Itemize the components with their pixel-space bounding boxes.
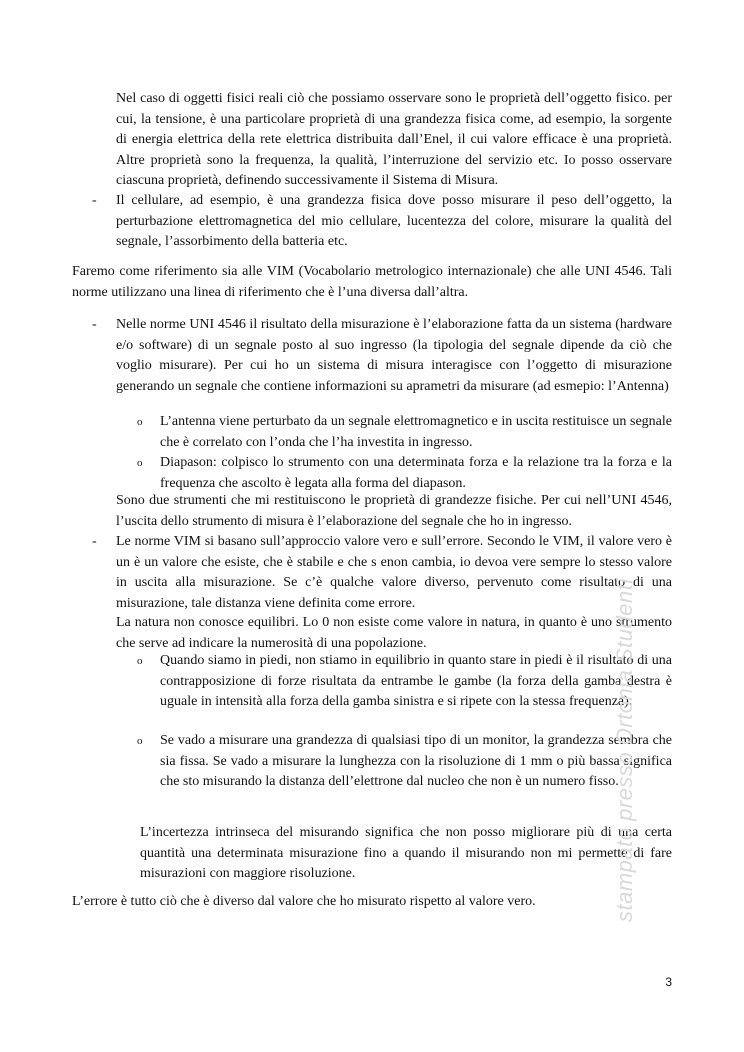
paragraph-norme-vim: [116, 532, 672, 614]
paragraph-text: Faremo come riferimento sia alle VIM (Vocabolario metrologico internazionale) che alle UNI 4546. Tali norme utilizzano una linea di riferimento che è l’una diversa dall’altra.: [72, 264, 672, 300]
paragraph-text: L’errore è tutto ciò che è diverso dal valore che ho misurato rispetto al valore vero.: [72, 894, 536, 909]
paragraph-text: Nel caso di oggetti fisici reali ciò che possiamo osservare sono le proprietà dell’oggetto fisico. per cui, la tensione, è una particolare proprietà di una grandezza fisica come, ad esempio, la sorgente di energia elettrica della rete elettrica distribuita dall’Enel, il cui valore efficace è una proprietà. Altre proprietà sono la frequenza, la qualità, l’interruzione del servizio etc. Io posso osservare ciascuna proprietà, definendo successivamente il Sistema di Misura.: [116, 91, 672, 188]
list-circle-marker: o: [137, 416, 143, 428]
paragraph-incertezza: [140, 823, 672, 885]
paragraph-uni-4546: [116, 315, 672, 397]
paragraph-due-strumenti: [116, 491, 672, 532]
page-number: 3: [665, 975, 672, 989]
watermark: stampato presso Ortonia Studenti: [612, 578, 637, 922]
paragraph-text: L’incertezza intrinseca del misurando significa che non posso migliorare più di una certa quantità una determinata misurazione fino a quando il misurando non mi permette di fare misurazioni con maggiore risoluzione.: [140, 825, 672, 881]
paragraph-cellulare: [116, 191, 672, 253]
list-circle-marker: o: [137, 655, 143, 667]
paragraph-riferimento-norme: [72, 262, 672, 303]
paragraph-text: Le norme VIM si basano sull’approccio valore vero e sull’errore. Secondo le VIM, il valore vero è un è un valore che esiste, che è stabile e che s enon cambia, io devoa vere sempre lo stesso valore in uscita alla misurazione. Se c’è qualche valore diverso, pervenuto come risultato di una misurazione, tale distanza viene definita come errore.: [116, 534, 672, 611]
paragraph-in-piedi: [160, 651, 672, 713]
paragraph-text: L’antenna viene perturbato da un segnale elettromagnetico e in uscita restituisce un segnale che è correlato con l’onda che l’ha investita in ingresso.: [160, 414, 672, 450]
paragraph-text: Quando siamo in piedi, non stiamo in equilibrio in quanto stare in piedi è il risultato di una contrapposizione di forze risultata da entrambe le gambe (la forza della gamba destra è uguale in intensità alla forza della gamba sinistra e si ripete con la stessa frequenza).: [160, 653, 672, 709]
paragraph-diapason: [160, 453, 672, 494]
paragraph-text: La natura non conosce equilibri. Lo 0 non esiste come valore in natura, in quanto è uno strumento che serve ad indicare la numerosità di una popolazione.: [116, 615, 672, 651]
paragraph-text: Sono due strumenti che mi restituiscono le proprietà di grandezze fisiche. Per cui nell’UNI 4546, l’uscita dello strumento di misura è l’elaborazione del segnale che ho in ingresso.: [116, 493, 672, 529]
paragraph-natura-equilibri: [116, 613, 672, 654]
paragraph-antenna: [160, 412, 672, 453]
list-dash-marker: -: [92, 193, 97, 208]
paragraph-text: Nelle norme UNI 4546 il risultato della misurazione è l’elaborazione fatta da un sistema (hardware e/o software) di un segnale posto al suo ingresso (la tipologia del segnale dipende da ciò che voglio misurare). Per cui ho un sistema di misura interagisce con l’oggetto di misurazione generando un segnale che contiene informazioni su aprametri da misurare (ad esmepio: l’Antenna): [116, 317, 672, 394]
paragraph-text: Il cellulare, ad esempio, è una grandezza fisica dove posso misurare il peso dell’oggetto, la perturbazione elettromagnetica del mio cellulare, lucentezza del colore, misurare la qualità del segnale, l’assorbimento della batteria etc.: [116, 193, 672, 249]
paragraph-reale-oggetti: [116, 89, 672, 192]
list-dash-marker: -: [92, 317, 97, 332]
list-circle-marker: o: [137, 457, 143, 469]
paragraph-text: Diapason: colpisco lo strumento con una determinata forza e la relazione tra la forza e la frequenza che ascolto è legata alla forma del diapason.: [160, 455, 672, 491]
paragraph-monitor: [160, 731, 672, 793]
paragraph-text: Se vado a misurare una grandezza di qualsiasi tipo di un monitor, la grandezza sembra che sia fissa. Se vado a misurare la lunghezza con la risoluzione di 1 mm o più bassa significa che sto misurando la distanza dell’elettrone dal nucleo che non è un numero fisso.: [160, 733, 672, 789]
list-dash-marker: -: [92, 534, 97, 549]
paragraph-errore: [72, 892, 672, 913]
list-circle-marker: o: [137, 735, 143, 747]
